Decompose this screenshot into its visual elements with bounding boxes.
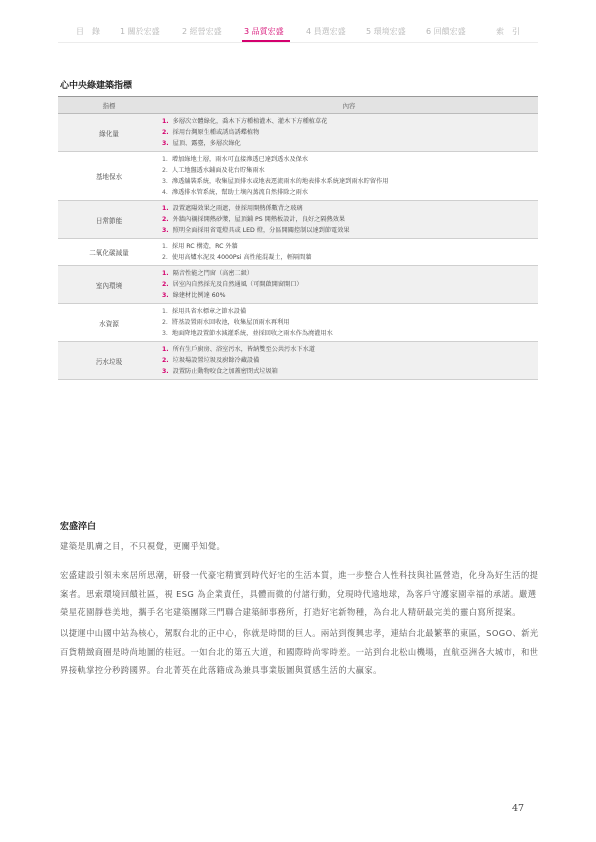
item-number: 1. [162,243,168,250]
item-number: 3. [162,330,168,337]
indicator-item [162,279,538,290]
indicator-items [160,114,538,152]
item-text: 採用 RC 構造，RC 外牆 [171,243,238,250]
header-indicator: 指標 [58,97,160,114]
indicator-item [162,317,538,328]
item-text: 綠建材比例達 60% [172,292,226,299]
indicator-item [162,344,538,355]
item-number: 4. [162,189,168,196]
indicator-item [162,290,538,301]
item-text: 設置防止動物咬食之加蓋密閉式垃圾箱 [172,368,278,375]
indicator-items [160,304,538,342]
nav-item-community[interactable]: 6 回饋宏盛 [426,27,466,36]
article-paragraph: 以捷運中山國中站為核心，駕馭台北的正中心，你就是時間的巨人。兩站到復興忠孝，連結台北最繁華的東區，SOGO、新光百貨精緻商圈是時尚地圖的桂冠。一如台北的第五大道，和國際時尚零時差。一站到台北松山機場，直航亞洲各大城市，和世界接軌掌控分秒跨國界。台北菁英在此落籍成為兼具事業版圖與質感生活的大贏家。 [60,628,539,675]
item-number: 3. [162,368,169,375]
indicator-category: 日常節能 [58,201,160,239]
indicator-item [162,176,538,187]
indicator-items [160,201,538,239]
item-number: 2. [162,357,169,364]
item-text: 照明全面採用省電燈具或 LED 燈，分區開關控制以達到節電效果 [172,227,350,234]
item-number: 2. [162,281,169,288]
indicator-item [162,328,538,339]
item-text: 滲透排水管系統，幫助土壤內蒸流自然排除之雨水 [171,189,309,196]
item-text: 垃圾場設置垃圾及廚餘冷藏設備 [172,357,260,364]
indicator-item [162,187,538,198]
indicator-items [160,266,538,304]
item-number: 2. [162,167,168,174]
green-building-indicator-table [58,96,538,380]
indicator-item [162,116,538,127]
item-text: 採用具省水標章之節水設備 [171,308,247,315]
item-text: 居室內自然採光及自然通風（可開啟開窗開口） [172,281,303,288]
indicator-item [162,225,538,236]
item-number: 1. [162,156,168,163]
item-number: 1. [162,205,169,212]
item-number: 3. [162,178,168,185]
table-row [58,266,538,304]
item-number: 3. [162,227,169,234]
item-text: 將基設置雨水回收池，收集屋頂雨水再利用 [171,319,290,326]
item-text: 使用高爐水泥及 4000Psi 高性能混凝土，輕隔間牆 [171,254,312,261]
item-text: 地面降地設置節水減灌系統，並採回收之雨水作為澆灌用水 [171,330,333,337]
item-text: 滲透舖裝系統，收集屋頂排水或地表逕流雨水的地表排水系統達到雨水貯留作用 [171,178,389,185]
item-text: 增加綠地土層，雨水可直接滲透已達到透水及保水 [171,156,309,163]
indicator-item [162,241,538,252]
item-text: 隔音性能之門窗（高密二級） [172,270,254,277]
item-number: 1. [162,118,169,125]
table-title: 心中央綠建築指標 [60,81,133,91]
header-content: 內容 [160,97,538,114]
table-row [58,239,538,266]
item-text: 設置遮陽效果之雨遮，並採用開熱係數背之玻璃 [172,205,303,212]
indicator-category: 水資源 [58,304,160,342]
table-row [58,342,538,380]
indicator-item [162,366,538,377]
table-row [58,152,538,201]
item-text: 多層次立體綠化，喬木下方種植灌木、灌木下方種植草花 [172,118,328,125]
indicator-item [162,165,538,176]
table-header-row [58,97,538,114]
indicator-item [162,138,538,149]
indicator-category: 基地保水 [58,152,160,201]
table-row [58,114,538,152]
top-navigation [58,22,538,38]
nav-item-operations[interactable]: 2 經營宏盛 [182,27,222,36]
nav-item-toc[interactable]: 目 錄 [76,27,100,36]
nav-item-index[interactable]: 索 引 [496,27,520,36]
item-text: 人工地盤透水鋪面及花台貯集雨水 [171,167,265,174]
item-text: 所有生戶廚房、浴室污水，皆納雙至公共污水下水道 [172,346,315,353]
indicator-category: 二氧化碳減量 [58,239,160,266]
indicator-item [162,355,538,366]
indicator-items [160,239,538,266]
item-number: 3. [162,292,169,299]
indicator-item [162,214,538,225]
item-number: 1. [162,346,169,353]
indicator-category: 綠化量 [58,114,160,152]
item-number: 1. [162,270,169,277]
article-paragraph: 宏盛建設引領未來居所思潮，研發一代豪宅精實到時代好宅的生活本質，進一步整合人性科技與社區營造，化身為好生活的提案者。思索環境回饋社區，視 ESG 為企業責任，具體而微的付諸行動，兌現時代遠地球，為客戶守護家園幸福的承諾。嚴選榮星花園靜巷美地，攜手名宅建築團隊三門聯合建築師事務所，打造好宅新物種，為台北人精研最完美的靈白寫所提案。 [60,570,539,617]
table-row [58,201,538,239]
indicator-item [162,203,538,214]
indicator-item [162,268,538,279]
item-text: 屋頂、露臺，多層次綠化 [172,140,241,147]
indicator-item [162,154,538,165]
indicator-category: 室內環境 [58,266,160,304]
article-lead: 建築是肌膚之目，不只視覺，更關乎知覺。 [60,541,226,551]
item-number: 2. [162,319,168,326]
item-number: 2. [162,129,169,136]
item-number: 3. [162,140,169,147]
item-text: 外牆內襯採開熱砂漿，屋頂鋪 PS 開熱板設計，良好之隔熱效果 [172,216,346,223]
item-number: 2. [162,216,169,223]
nav-divider [58,42,538,43]
nav-item-environment[interactable]: 5 環境宏盛 [366,27,406,36]
page-number: 47 [512,803,525,814]
indicator-items [160,152,538,201]
nav-item-quality[interactable]: 3 品質宏盛 [244,27,284,36]
nav-item-about[interactable]: 1 關於宏盛 [120,27,160,36]
nav-item-employees[interactable]: 4 員選宏盛 [306,27,346,36]
indicator-item [162,127,538,138]
indicator-item [162,306,538,317]
indicator-category: 污水垃圾 [58,342,160,380]
indicator-items [160,342,538,380]
table-row [58,304,538,342]
item-number: 2. [162,254,168,261]
item-number: 1. [162,308,168,315]
item-text: 採用台灣原生種或誘鳥誘蝶植物 [172,129,260,136]
article-title: 宏盛淬白 [60,522,97,532]
indicator-item [162,252,538,263]
